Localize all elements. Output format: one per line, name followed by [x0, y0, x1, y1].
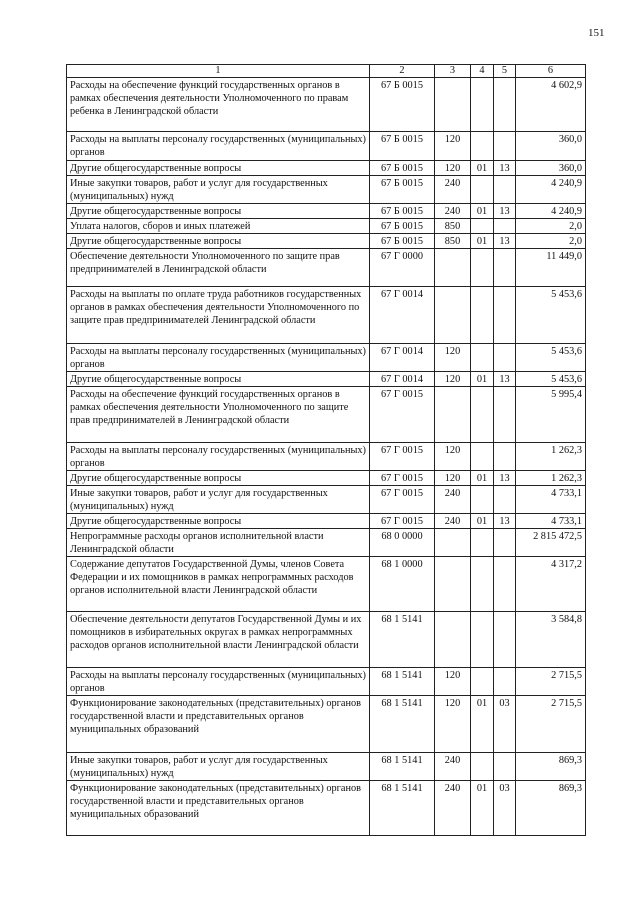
row-code-cell: 67 Г 0015	[370, 443, 435, 471]
table-row	[67, 612, 586, 668]
row-vr-cell: 120	[435, 668, 471, 696]
table-row	[67, 696, 586, 753]
row-vr-cell	[435, 387, 471, 443]
row-pr-cell: 13	[494, 372, 516, 387]
row-sum-cell: 5 453,6	[516, 287, 586, 344]
page-number: 151	[588, 27, 605, 39]
table-row	[67, 781, 586, 836]
row-code-cell: 67 Б 0015	[370, 219, 435, 234]
row-vr-cell: 120	[435, 471, 471, 486]
row-code-cell: 67 Б 0015	[370, 78, 435, 132]
row-sum-cell: 5 453,6	[516, 372, 586, 387]
table-row	[67, 234, 586, 249]
row-name-cell: Уплата налогов, сборов и иных платежей	[67, 219, 370, 234]
row-sum-cell: 2,0	[516, 234, 586, 249]
table-header-row	[67, 65, 586, 78]
table-row	[67, 557, 586, 612]
row-name-cell: Другие общегосударственные вопросы	[67, 234, 370, 249]
row-code-cell: 67 Б 0015	[370, 204, 435, 219]
row-code-cell: 67 Б 0015	[370, 234, 435, 249]
row-rz-cell: 01	[471, 781, 494, 836]
row-name-cell: Расходы на выплаты персоналу государственных (муниципальных) органов	[67, 668, 370, 696]
row-sum-cell: 2 715,5	[516, 696, 586, 753]
row-vr-cell: 120	[435, 344, 471, 372]
row-rz-cell	[471, 219, 494, 234]
row-name-cell: Функционирование законодательных (представительных) органов государственной власти и представительных органов муниципальных образований	[67, 696, 370, 753]
row-code-cell: 67 Г 0015	[370, 387, 435, 443]
row-pr-cell: 13	[494, 234, 516, 249]
row-code-cell: 67 Г 0014	[370, 287, 435, 344]
row-rz-cell	[471, 78, 494, 132]
table-row	[67, 176, 586, 204]
row-vr-cell: 850	[435, 234, 471, 249]
row-vr-cell: 240	[435, 204, 471, 219]
row-rz-cell: 01	[471, 204, 494, 219]
row-name-cell: Иные закупки товаров, работ и услуг для государственных (муниципальных) нужд	[67, 753, 370, 781]
row-sum-cell: 2 715,5	[516, 668, 586, 696]
table-row	[67, 132, 586, 161]
row-name-cell: Непрограммные расходы органов исполнительной власти Ленинградской области	[67, 529, 370, 557]
table-row	[67, 486, 586, 514]
row-name-cell: Другие общегосударственные вопросы	[67, 204, 370, 219]
column-header: 5	[494, 65, 516, 78]
row-sum-cell: 2 815 472,5	[516, 529, 586, 557]
row-sum-cell: 360,0	[516, 132, 586, 161]
row-code-cell: 68 1 5141	[370, 696, 435, 753]
row-pr-cell	[494, 249, 516, 287]
row-sum-cell: 4 240,9	[516, 204, 586, 219]
row-vr-cell	[435, 612, 471, 668]
row-code-cell: 67 Г 0000	[370, 249, 435, 287]
table-row	[67, 287, 586, 344]
row-name-cell: Содержание депутатов Государственной Думы, членов Совета Федерации и их помощников в рамках непрограммных расходов органов исполнительной власти Ленинградской области	[67, 557, 370, 612]
row-pr-cell	[494, 219, 516, 234]
row-vr-cell: 120	[435, 696, 471, 753]
row-rz-cell	[471, 176, 494, 204]
row-pr-cell: 13	[494, 471, 516, 486]
row-code-cell: 67 Б 0015	[370, 132, 435, 161]
row-rz-cell	[471, 344, 494, 372]
table-row	[67, 249, 586, 287]
row-rz-cell	[471, 486, 494, 514]
row-pr-cell	[494, 176, 516, 204]
row-sum-cell: 3 584,8	[516, 612, 586, 668]
table-row	[67, 529, 586, 557]
budget-table	[66, 64, 586, 836]
row-rz-cell	[471, 132, 494, 161]
row-pr-cell	[494, 78, 516, 132]
row-sum-cell: 4 602,9	[516, 78, 586, 132]
column-header: 1	[67, 65, 370, 78]
row-vr-cell	[435, 557, 471, 612]
row-rz-cell	[471, 529, 494, 557]
row-code-cell: 68 1 0000	[370, 557, 435, 612]
row-sum-cell: 4 733,1	[516, 486, 586, 514]
column-header: 4	[471, 65, 494, 78]
row-name-cell: Другие общегосударственные вопросы	[67, 372, 370, 387]
table-row	[67, 372, 586, 387]
row-name-cell: Обеспечение деятельности депутатов Государственной Думы и их помощников в избирательных округах в рамках непрограммных расходов органов исполнительной власти Ленинградской области	[67, 612, 370, 668]
row-rz-cell: 01	[471, 471, 494, 486]
row-name-cell: Другие общегосударственные вопросы	[67, 161, 370, 176]
row-pr-cell	[494, 132, 516, 161]
row-name-cell: Расходы на выплаты персоналу государственных (муниципальных) органов	[67, 443, 370, 471]
table-row	[67, 668, 586, 696]
row-pr-cell	[494, 612, 516, 668]
row-vr-cell: 120	[435, 443, 471, 471]
table-row	[67, 204, 586, 219]
row-pr-cell	[494, 668, 516, 696]
row-rz-cell	[471, 443, 494, 471]
table-row	[67, 443, 586, 471]
row-pr-cell	[494, 387, 516, 443]
table-row	[67, 161, 586, 176]
row-vr-cell: 240	[435, 514, 471, 529]
table-row	[67, 471, 586, 486]
column-header: 2	[370, 65, 435, 78]
row-rz-cell	[471, 387, 494, 443]
row-pr-cell: 13	[494, 514, 516, 529]
table-row	[67, 514, 586, 529]
row-rz-cell: 01	[471, 234, 494, 249]
row-code-cell: 67 Б 0015	[370, 161, 435, 176]
row-code-cell: 67 Г 0014	[370, 372, 435, 387]
row-vr-cell	[435, 287, 471, 344]
row-vr-cell: 120	[435, 372, 471, 387]
row-vr-cell: 120	[435, 161, 471, 176]
row-code-cell: 67 Г 0014	[370, 344, 435, 372]
row-name-cell: Расходы на выплаты персоналу государственных (муниципальных) органов	[67, 132, 370, 161]
table-row	[67, 219, 586, 234]
row-rz-cell	[471, 612, 494, 668]
row-pr-cell: 03	[494, 781, 516, 836]
row-sum-cell: 4 240,9	[516, 176, 586, 204]
row-vr-cell: 240	[435, 753, 471, 781]
row-pr-cell: 13	[494, 161, 516, 176]
row-name-cell: Расходы на выплаты по оплате труда работников государственных органов в рамках обеспечения деятельности Уполномоченного по защите прав предпринимателей Ленинградской области	[67, 287, 370, 344]
column-header: 6	[516, 65, 586, 78]
row-sum-cell: 1 262,3	[516, 471, 586, 486]
row-rz-cell: 01	[471, 161, 494, 176]
row-name-cell: Функционирование законодательных (представительных) органов государственной власти и представительных органов муниципальных образований	[67, 781, 370, 836]
table-row	[67, 344, 586, 372]
row-vr-cell: 240	[435, 486, 471, 514]
row-name-cell: Расходы на обеспечение функций государственных органов в рамках обеспечения деятельности Уполномоченного по защите прав предпринимателей в Ленинградской области	[67, 387, 370, 443]
row-name-cell: Другие общегосударственные вопросы	[67, 471, 370, 486]
column-header: 3	[435, 65, 471, 78]
row-sum-cell: 5 453,6	[516, 344, 586, 372]
row-pr-cell	[494, 753, 516, 781]
row-code-cell: 68 1 5141	[370, 753, 435, 781]
row-rz-cell	[471, 287, 494, 344]
row-pr-cell	[494, 557, 516, 612]
row-vr-cell	[435, 78, 471, 132]
row-name-cell: Иные закупки товаров, работ и услуг для государственных (муниципальных) нужд	[67, 176, 370, 204]
table-row	[67, 387, 586, 443]
row-code-cell: 67 Г 0015	[370, 514, 435, 529]
row-pr-cell: 13	[494, 204, 516, 219]
row-code-cell: 68 0 0000	[370, 529, 435, 557]
table-row	[67, 78, 586, 132]
row-code-cell: 67 Г 0015	[370, 486, 435, 514]
row-rz-cell	[471, 557, 494, 612]
row-sum-cell: 2,0	[516, 219, 586, 234]
row-sum-cell: 4 733,1	[516, 514, 586, 529]
row-name-cell: Иные закупки товаров, работ и услуг для государственных (муниципальных) нужд	[67, 486, 370, 514]
row-rz-cell: 01	[471, 514, 494, 529]
row-code-cell: 67 Б 0015	[370, 176, 435, 204]
row-sum-cell: 869,3	[516, 753, 586, 781]
row-pr-cell: 03	[494, 696, 516, 753]
row-sum-cell: 1 262,3	[516, 443, 586, 471]
row-sum-cell: 4 317,2	[516, 557, 586, 612]
row-code-cell: 68 1 5141	[370, 668, 435, 696]
row-sum-cell: 11 449,0	[516, 249, 586, 287]
row-rz-cell	[471, 753, 494, 781]
row-vr-cell: 240	[435, 781, 471, 836]
row-vr-cell: 240	[435, 176, 471, 204]
row-pr-cell	[494, 443, 516, 471]
row-pr-cell	[494, 486, 516, 514]
row-name-cell: Расходы на выплаты персоналу государственных (муниципальных) органов	[67, 344, 370, 372]
row-vr-cell	[435, 529, 471, 557]
row-code-cell: 68 1 5141	[370, 781, 435, 836]
row-sum-cell: 869,3	[516, 781, 586, 836]
row-rz-cell: 01	[471, 372, 494, 387]
row-name-cell: Расходы на обеспечение функций государственных органов в рамках обеспечения деятельности Уполномоченного по правам ребенка в Ленинградской области	[67, 78, 370, 132]
row-code-cell: 67 Г 0015	[370, 471, 435, 486]
row-sum-cell: 360,0	[516, 161, 586, 176]
row-vr-cell: 120	[435, 132, 471, 161]
row-name-cell: Другие общегосударственные вопросы	[67, 514, 370, 529]
table-row	[67, 753, 586, 781]
row-code-cell: 68 1 5141	[370, 612, 435, 668]
row-pr-cell	[494, 529, 516, 557]
row-pr-cell	[494, 287, 516, 344]
row-name-cell: Обеспечение деятельности Уполномоченного по защите прав предпринимателей в Ленинградской области	[67, 249, 370, 287]
row-rz-cell: 01	[471, 696, 494, 753]
row-vr-cell: 850	[435, 219, 471, 234]
row-sum-cell: 5 995,4	[516, 387, 586, 443]
row-rz-cell	[471, 668, 494, 696]
row-rz-cell	[471, 249, 494, 287]
row-pr-cell	[494, 344, 516, 372]
row-vr-cell	[435, 249, 471, 287]
